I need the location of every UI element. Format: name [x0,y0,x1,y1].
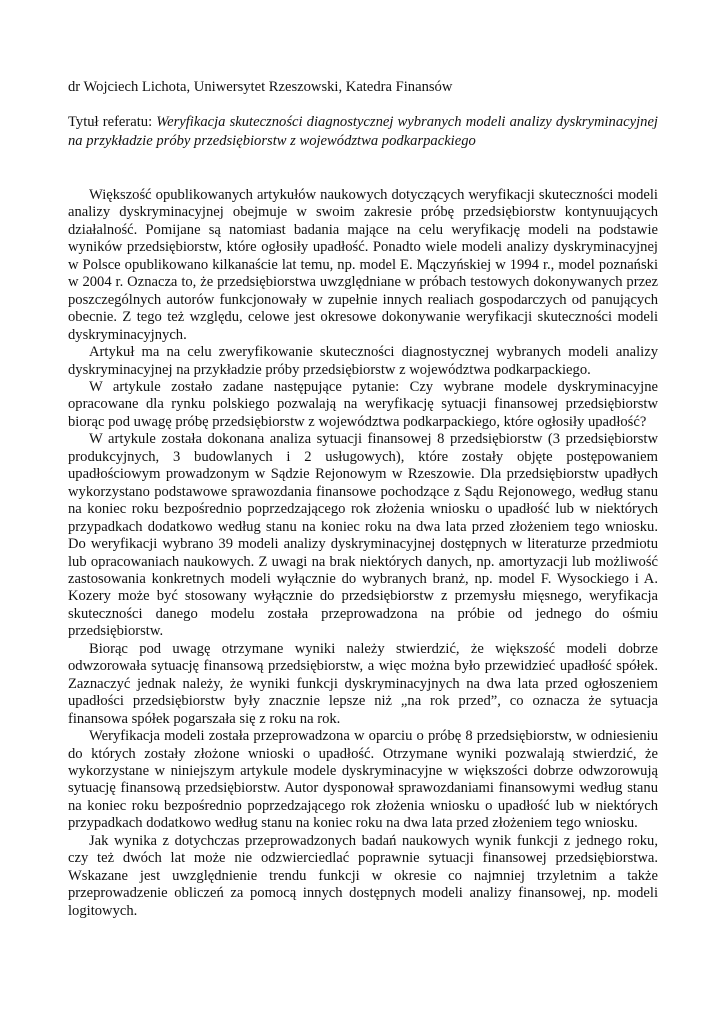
body-paragraph: Weryfikacja modeli została przeprowadzona w oparciu o próbę 8 przedsiębiorstw, w odniesieniu do których zostały złożone wnioski o upadłość. Otrzymane wyniki pozwalają stwierdzić, że wykorzystane w niniejszym artykule modele dyskryminacyjne w większości dobrze odwzorowują sytuację finansową przedsiębiorstw. Autor dysponował sprawozdaniami finansowymi według stanu na koniec roku bezpośrednio poprzedzającego rok złożenia wniosku o upadłość lub w niektórych przypadkach dodatkowo według stanu na koniec roku na dwa lata przed złożeniem tego wniosku. [68,728,658,832]
author-line: dr Wojciech Lichota, Uniwersytet Rzeszowski, Katedra Finansów [68,79,453,95]
paper-title-block [68,113,658,150]
paper-title: Weryfikacja skuteczności diagnostycznej wybranych modeli analizy dyskryminacyjnej na przykładzie próby przedsiębiorstw z województwa podkarpackiego [68,114,658,149]
body-paragraph: W artykule zostało zadane następujące pytanie: Czy wybrane modele dyskryminacyjne opracowane dla rynku polskiego pozwalają na weryfikację sytuacji finansowej przedsiębiorstw biorąc pod uwagę próbę przedsiębiorstw z województwa podkarpackiego, które ogłosiły upadłość? [68,378,658,430]
body-paragraph: W artykule została dokonana analiza sytuacji finansowej 8 przedsiębiorstw (3 przedsiębiorstw produkcyjnych, 3 budowlanych i 2 usługowych), które zostały objęte postępowaniem upadłościowym prowadzonym w Sądzie Rejonowym w Rzeszowie. Dla przedsiębiorstw upadłych wykorzystano podstawowe sprawozdania finansowe pochodzące z Sądu Rejonowego, według stanu na koniec roku bezpośrednio poprzedzającego rok złożenia wniosku o upadłość lub w niektórych przypadkach dodatkowo według stanu na koniec roku na dwa lata przed złożeniem tego wniosku. Do weryfikacji wybrano 39 modeli analizy dyskryminacyjnej dostępnych w literaturze przedmiotu lub opracowaniach naukowych. Z uwagi na brak niektórych danych, np. amortyzacji lub możliwość zastosowania konkretnych modeli wyłącznie do wybranych branż, np. model F. Wysockiego i A. Kozery może być stosowany wyłącznie do przedsiębiorstw z przemysłu mięsnego, weryfikacja skuteczności danego modelu została przeprowadzona na próbie od jednego do ośmiu przedsiębiorstw. [68,431,658,640]
abstract-body [68,187,658,920]
title-label: Tytuł referatu: [68,114,153,130]
body-paragraph: Jak wynika z dotychczas przeprowadzonych badań naukowych wynik funkcji z jednego roku, czy też dwóch lat może nie odzwierciedlać poprawnie sytuacji finansowej przedsiębiorstwa. Wskazane jest uwzględnienie trendu funkcji w okresie co najmniej trzyletnim a także przeprowadzenie obliczeń za pomocą innych dostępnych modeli analizy finansowej, np. modeli logitowych. [68,832,658,919]
body-paragraph: Większość opublikowanych artykułów naukowych dotyczących weryfikacji skuteczności modeli analizy dyskryminacyjnej obejmuje w swoim zakresie próbę przedsiębiorstw kontynuujących działalność. Pomijane są natomiast badania mające na celu weryfikację modeli na podstawie wyników przedsiębiorstw, które ogłosiły upadłość. Ponadto wiele modeli analizy dyskryminacyjnej w Polsce opublikowano kilkanaście lat temu, np. model E. Mączyńskiej w 1994 r., model poznański w 2004 r. Oznacza to, że przedsiębiorstwa uwzględniane w próbach testowych dokonywanych przez poszczególnych autorów funkcjonowały w zupełnie innych realiach gospodarczych od panujących obecnie. Z tego też względu, celowe jest okresowe dokonywanie weryfikacji skuteczności modeli dyskryminacyjnych. [68,187,658,343]
document-page [68,78,658,920]
body-paragraph: Biorąc pod uwagę otrzymane wyniki należy stwierdzić, że większość modeli dobrze odwzorowała sytuację finansową przedsiębiorstw, a więc można było przewidzieć upadłość spółek. Zaznaczyć jednak należy, że wyniki funkcji dyskryminacyjnych na dwa lata przed ogłoszeniem upadłości przedsiębiorstw były znacznie lepsze niż „na rok przed”, co oznacza że sytuacja finansowa spółek pogarszała się z roku na rok. [68,640,658,727]
body-paragraph: Artykuł ma na celu zweryfikowanie skuteczności diagnostycznej wybranych modeli analizy dyskryminacyjnej na przykładzie próby przedsiębiorstw z województwa podkarpackiego. [68,344,658,378]
